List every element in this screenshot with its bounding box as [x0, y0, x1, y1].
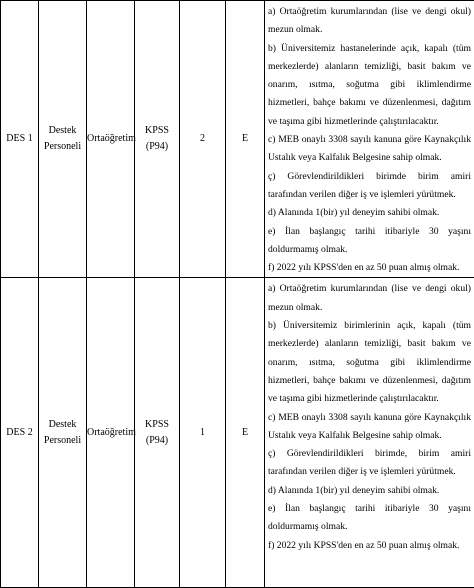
- gender: E: [226, 278, 265, 588]
- requirement-item: f) 2022 yılı KPSS'den en az 50 puan almış olmak.: [268, 537, 471, 555]
- table-row: [1, 278, 474, 588]
- requirement-item: a) Ortaöğretim kurumlarından (lise ve dengi okul) mezun olmak.: [268, 280, 471, 317]
- requirement-item: b) Üniversitemiz hastanelerinde açık, kapalı (tüm merkezlerde) alanların temizliği, basit bakım ve onarım, ısıtma, soğutma gibi iklimlendirme hizmetleri, bahçe bakımı ve düzenlenmesi, dağıtım ve taşıma gibi hizmetlerinde çalıştırılacaktır.: [268, 40, 471, 131]
- exam-type: [135, 278, 180, 588]
- position-title: Destek Personeli: [39, 1, 87, 278]
- education-level: Ortaöğretim: [87, 278, 135, 588]
- exam-type: [135, 1, 180, 278]
- requirement-item: ç) Görevlendirildikleri birimde birim amiri tarafından verilen diğer iş ve işlemleri yürütmek.: [268, 168, 471, 205]
- position-title: Destek Personeli: [39, 278, 87, 588]
- position-count: 2: [180, 1, 226, 278]
- education-level: Ortaöğretim: [87, 1, 135, 278]
- exam-name: KPSS: [145, 419, 169, 430]
- table-row: [1, 1, 474, 278]
- position-code: DES 2: [1, 278, 39, 588]
- requirements-cell: [265, 278, 474, 588]
- gender: E: [226, 1, 265, 278]
- requirement-item: ç) Görevlendirildikleri birimde, birim amiri tarafından verilen diğer iş ve işlemleri yürütmek.: [268, 445, 471, 482]
- position-count: 1: [180, 278, 226, 588]
- requirement-item: c) MEB onaylı 3308 sayılı kanuna göre Kaynakçılık Ustalık veya Kalfalık Belgesine sahip olmak.: [268, 409, 471, 446]
- requirement-item: a) Ortaöğretim kurumlarından (lise ve dengi okul) mezun olmak.: [268, 3, 471, 40]
- requirements-cell: [265, 1, 474, 278]
- requirement-item: e) İlan başlangıç tarihi itibariyle 30 yaşını doldurmamış olmak.: [268, 500, 471, 537]
- requirement-item: b) Üniversitemiz birimlerinin açık, kapalı (tüm merkezlerde) alanların temizliği, basit bakım ve onarım, ısıtma, soğutma gibi iklimlendirme hizmetleri, bahçe bakımı ve düzenlenmesi, dağıtım ve taşıma gibi hizmetlerinde çalıştırılacaktır.: [268, 317, 471, 408]
- requirement-item: c) MEB onaylı 3308 sayılı kanuna göre Kaynakçılık Ustalık veya Kalfalık Belgesine sahip olmak.: [268, 131, 471, 168]
- requirement-item: f) 2022 yılı KPSS'den en az 50 puan almış olmak.: [268, 259, 471, 277]
- requirement-item: d) Alanında 1(bir) yıl deneyim sahibi olmak.: [268, 204, 471, 222]
- position-code: DES 1: [1, 1, 39, 278]
- requirement-item: e) İlan başlangıç tarihi itibariyle 30 yaşını doldurmamış olmak.: [268, 223, 471, 260]
- exam-score-type: (P94): [146, 141, 168, 152]
- exam-score-type: (P94): [146, 435, 168, 446]
- exam-name: KPSS: [145, 125, 169, 136]
- requirement-item: d) Alanında 1(bir) yıl deneyim sahibi olmak.: [268, 482, 471, 500]
